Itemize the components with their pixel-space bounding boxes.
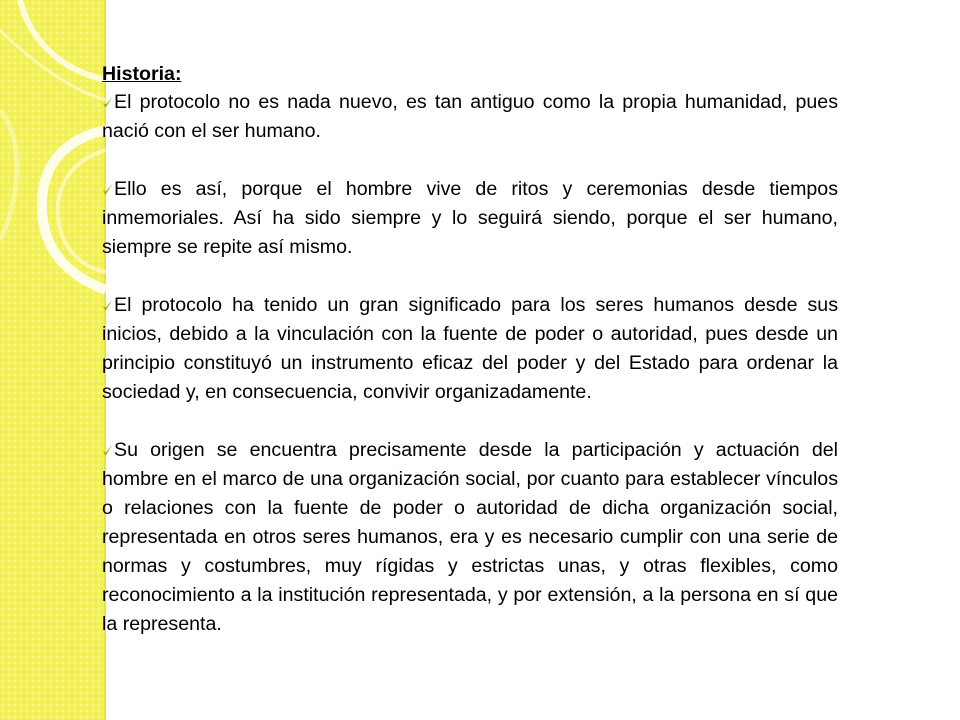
bullet-item bbox=[102, 88, 838, 146]
checkmark-icon bbox=[102, 444, 113, 457]
checkmark-icon bbox=[102, 183, 113, 196]
bullet-item bbox=[102, 175, 838, 262]
checkmark-icon bbox=[102, 96, 113, 109]
checkmark-icon bbox=[102, 299, 113, 312]
slide-heading: Historia: bbox=[102, 63, 182, 85]
slide-content bbox=[102, 60, 838, 639]
bullet-item bbox=[102, 436, 838, 639]
bullet-text: El protocolo ha tenido un gran significado para los seres humanos desde sus inicios, debido a la vinculación con la fuente de poder o autoridad, pues desde un principio constituyó un instrumento eficaz del poder y del Estado para ordenar la sociedad y, en consecuencia, convivir organizadamente. bbox=[102, 294, 838, 403]
bullet-text: Su origen se encuentra precisamente desde la participación y actuación del hombre en el marco de una organización social, por cuanto para establecer vínculos o relaciones con la fuente de poder o autoridad de dicha organización social, representada en otros seres humanos, era y es necesario cumplir con una serie de normas y costumbres, muy rígidas y estrictas unas, y otras flexibles, como reconocimiento a la institución representada, y por extensión, a la persona en sí que la representa. bbox=[102, 439, 838, 635]
bullet-text: Ello es así, porque el hombre vive de ritos y ceremonias desde tiempos inmemoriales. Así ha sido siempre y lo seguirá siendo, porque el ser humano, siempre se repite así mismo. bbox=[102, 178, 838, 258]
bullet-item bbox=[102, 291, 838, 407]
bullet-text: El protocolo no es nada nuevo, es tan antiguo como la propia humanidad, pues nació con el ser humano. bbox=[102, 91, 838, 142]
side-decorative-band bbox=[0, 0, 106, 720]
